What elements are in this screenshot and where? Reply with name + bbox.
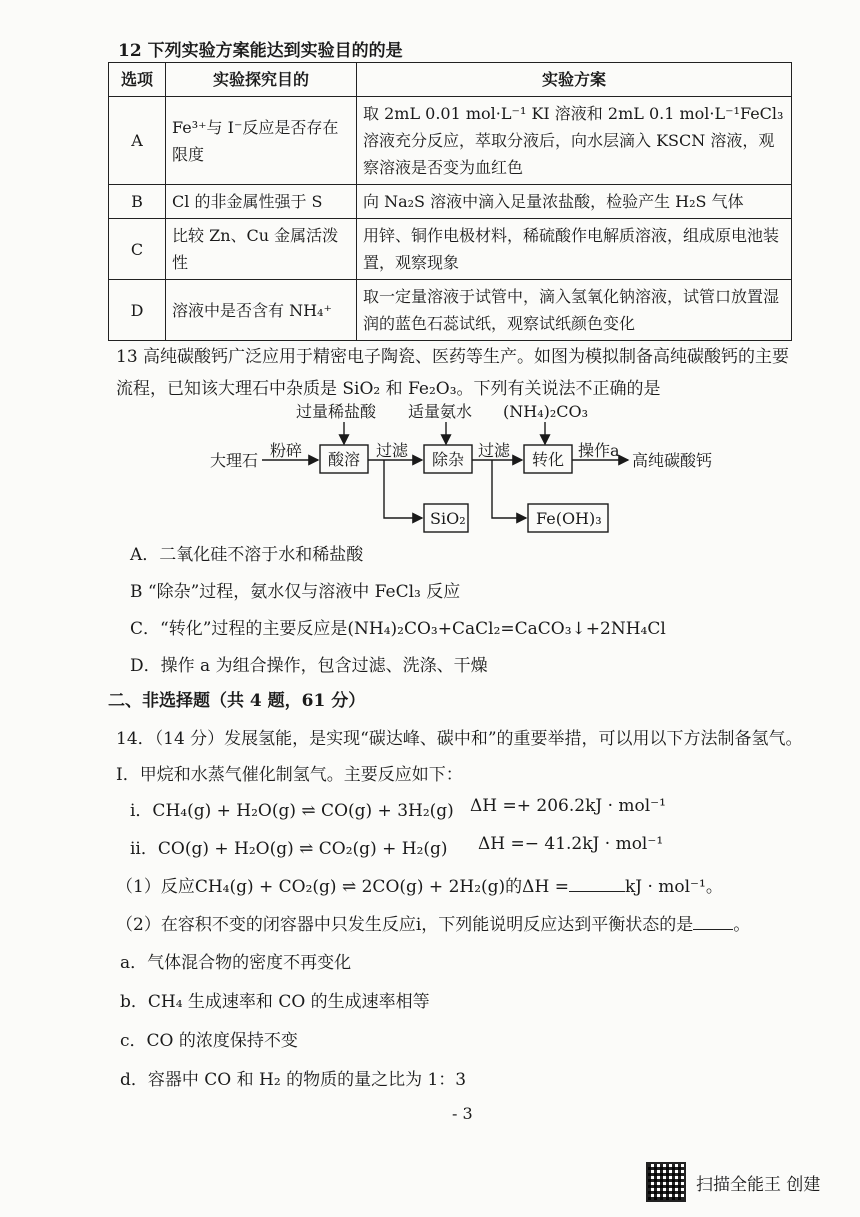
box-conversion-label: 转化 <box>532 450 565 469</box>
step-crush: 粉碎 <box>270 441 303 460</box>
step-filter-2: 过滤 <box>478 441 511 460</box>
q14-sub1-text: （1）反应CH₄(g) + CO₂(g) ⇌ 2CO(g) + 2H₂(g)的ΔH = <box>116 877 569 897</box>
q13-option-d: D．操作 a 为组合操作，包含过滤、洗涤、干燥 <box>130 656 488 676</box>
scanner-watermark <box>646 1162 820 1202</box>
delta-h-i: ΔH =+ 206.2kJ · mol⁻¹ <box>470 796 666 816</box>
byproduct-sio2: SiO₂ <box>430 509 466 528</box>
row-goal: Fe³⁺与 I⁻反应是否存在限度 <box>166 97 357 185</box>
q14-sub1-unit: kJ · mol⁻¹。 <box>624 877 723 897</box>
equation-ii: ii．CO(g) + H₂O(g) ⇌ CO₂(g) + H₂(g) <box>130 839 448 859</box>
row-plan: 用锌、铜作电极材料，稀硫酸作电解质溶液，组成原电池装置，观察现象 <box>357 219 792 280</box>
q14-sub2 <box>116 910 750 935</box>
end-product: 高纯碳酸钙 <box>632 451 713 470</box>
step-operation-a: 操作a <box>578 441 620 460</box>
row-plan: 取 2mL 0.01 mol·L⁻¹ KI 溶液和 2mL 0.1 mol·L⁻¹FeCl₃ 溶液充分反应，萃取分液后，向水层滴入 KSCN 溶液，观察溶液是否变为血红色 <box>357 97 792 185</box>
reagent-ammonium-carbonate: (NH₄)₂CO₃ <box>503 402 589 421</box>
header-plan: 实验方案 <box>357 63 792 97</box>
reagent-ammonia: 适量氨水 <box>408 402 473 421</box>
process-flowchart <box>200 400 720 535</box>
q12-table <box>108 62 792 341</box>
reagent-hcl: 过量稀盐酸 <box>296 402 377 421</box>
row-goal: 溶液中是否含有 NH₄⁺ <box>166 280 357 341</box>
scanner-label: 扫描全能王 创建 <box>696 1174 821 1195</box>
row-option: D <box>109 280 166 341</box>
choice-b: b．CH₄ 生成速率和 CO 的生成速率相等 <box>120 992 430 1012</box>
q14-sub2-end: 。 <box>733 915 751 935</box>
row-option: B <box>109 185 166 219</box>
table-row <box>109 185 792 219</box>
q14-part1: I．甲烷和水蒸气催化制氢气。主要反应如下： <box>116 765 463 785</box>
choice-c: c．CO 的浓度保持不变 <box>120 1031 298 1051</box>
q13-option-c: C．“转化”过程的主要反应是(NH₄)₂CO₃+CaCl₂=CaCO₃↓+2NH₄Cl <box>130 619 666 639</box>
q12-title: 12 下列实验方案能达到实验目的的是 <box>118 41 403 61</box>
step-filter-1: 过滤 <box>376 441 409 460</box>
choice-a: a．气体混合物的密度不再变化 <box>120 953 352 973</box>
start-marble: 大理石 <box>210 451 259 470</box>
table-row <box>109 280 792 341</box>
table-row <box>109 219 792 280</box>
row-goal: 比较 Zn、Cu 金属活泼性 <box>166 219 357 280</box>
page-number: - 3 <box>452 1104 473 1123</box>
answer-blank-1[interactable] <box>569 875 625 892</box>
header-goal: 实验探究目的 <box>166 63 357 97</box>
answer-blank-2[interactable] <box>693 913 733 930</box>
delta-h-ii: ΔH =− 41.2kJ · mol⁻¹ <box>478 834 664 854</box>
row-plan: 取一定量溶液于试管中，滴入氢氧化钠溶液，试管口放置湿润的蓝色石蕊试纸，观察试纸颜色变化 <box>357 280 792 341</box>
byproduct-feoh3: Fe(OH)₃ <box>536 509 602 528</box>
equation-i: i．CH₄(g) + H₂O(g) ⇌ CO(g) + 3H₂(g) <box>130 801 454 821</box>
choice-d: d．容器中 CO 和 H₂ 的物质的量之比为 1：3 <box>120 1070 467 1090</box>
q14-sub2-text: （2）在容积不变的闭容器中只发生反应i，下列能说明反应达到平衡状态的是 <box>116 915 694 935</box>
row-plan: 向 Na₂S 溶液中滴入足量浓盐酸，检验产生 H₂S 气体 <box>357 185 792 219</box>
q13-stem-line2: 流程，已知该大理石中杂质是 SiO₂ 和 Fe₂O₃。下列有关说法不正确的是 <box>116 379 661 399</box>
row-option: A <box>109 97 166 185</box>
qr-code-icon <box>646 1162 686 1202</box>
header-option: 选项 <box>109 63 166 97</box>
row-option: C <box>109 219 166 280</box>
q13-option-a: A．二氧化硅不溶于水和稀盐酸 <box>130 545 364 565</box>
section-heading: 二、非选择题（共 4 题，61 分） <box>108 691 366 711</box>
row-goal: Cl 的非金属性强于 S <box>166 185 357 219</box>
q14-sub1 <box>116 872 723 897</box>
q13-option-b: B “除杂”过程，氨水仅与溶液中 FeCl₃ 反应 <box>130 582 461 602</box>
box-acid-dissolve-label: 酸溶 <box>328 450 361 469</box>
q14-intro: 14．（14 分）发展氢能，是实现“碳达峰、碳中和”的重要举措，可以用以下方法制备氢气。 <box>116 729 803 749</box>
table-header-row <box>109 63 792 97</box>
table-row <box>109 97 792 185</box>
q13-stem-line1: 13 高纯碳酸钙广泛应用于精密电子陶瓷、医药等生产。如图为模拟制备高纯碳酸钙的主要 <box>116 347 790 367</box>
box-impurity-removal-label: 除杂 <box>432 450 465 469</box>
